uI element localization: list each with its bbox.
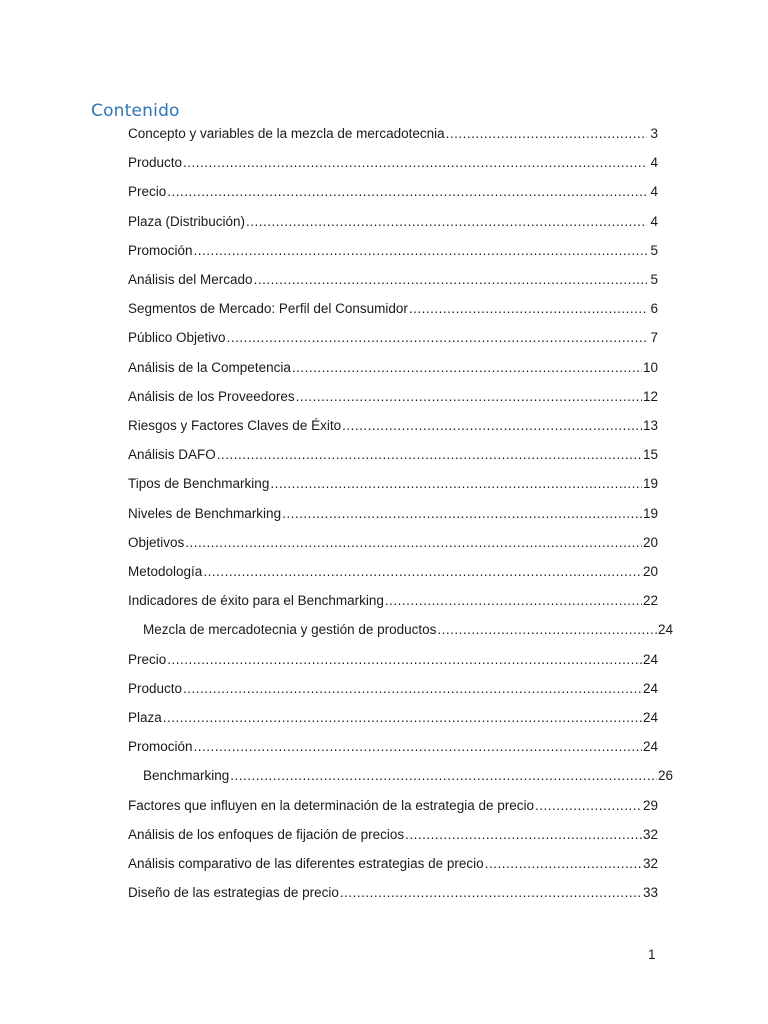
toc-entry[interactable] (128, 154, 658, 172)
toc-dot-leader (282, 505, 642, 523)
toc-entry[interactable] (143, 767, 673, 785)
toc-dot-leader (405, 826, 642, 844)
toc-dot-leader (227, 329, 647, 347)
toc-entry-page: 20 (642, 564, 658, 579)
toc-entry-title: Metodología (128, 564, 203, 579)
toc-entry[interactable] (128, 884, 658, 902)
toc-dot-leader (167, 183, 647, 201)
toc-entry-page: 29 (642, 798, 658, 813)
toc-entry[interactable] (128, 417, 658, 435)
toc-entry[interactable] (128, 709, 658, 727)
toc-dot-leader (385, 592, 642, 610)
toc-dot-leader (217, 446, 642, 464)
toc-entry[interactable] (143, 621, 673, 639)
toc-entry-title: Promoción (128, 739, 193, 754)
toc-entry-title: Producto (128, 155, 183, 170)
toc-entry-page: 15 (642, 447, 658, 462)
toc-entry-title: Factores que influyen en la determinación de la estrategia de precio (128, 798, 534, 813)
toc-entry-page: 12 (642, 389, 658, 404)
toc-entry-title: Diseño de las estrategias de precio (128, 885, 339, 900)
toc-entry[interactable] (128, 359, 658, 377)
toc-entry-title: Análisis de los Proveedores (128, 389, 295, 404)
toc-entry-page: 24 (657, 622, 673, 637)
toc-entry[interactable] (128, 125, 658, 143)
toc-entry-title: Promoción (128, 243, 193, 258)
toc-dot-leader (437, 621, 657, 639)
toc-dot-leader (270, 475, 642, 493)
toc-entry[interactable] (128, 300, 658, 318)
toc-dot-leader (203, 563, 642, 581)
toc-entry-title: Producto (128, 681, 183, 696)
page-number: 1 (648, 947, 656, 962)
toc-dot-leader (342, 417, 642, 435)
toc-dot-leader (446, 125, 647, 143)
toc-entry[interactable] (128, 213, 658, 231)
toc-entry[interactable] (128, 680, 658, 698)
toc-dot-leader (409, 300, 647, 318)
toc-entry-title: Tipos de Benchmarking (128, 476, 270, 491)
toc-entry-title: Plaza (Distribución) (128, 214, 246, 229)
toc-entry-page: 32 (642, 856, 658, 871)
toc-entry-page: 5 (650, 243, 658, 258)
toc-entry-title: Objetivos (128, 535, 185, 550)
toc-entry-page: 4 (650, 214, 658, 229)
toc-entry[interactable] (128, 475, 658, 493)
toc-dot-leader (183, 680, 642, 698)
toc-entry-title: Niveles de Benchmarking (128, 506, 282, 521)
toc-entry[interactable] (128, 183, 658, 201)
toc-dot-leader (194, 738, 642, 756)
toc-entry[interactable] (128, 271, 658, 289)
toc-entry-page: 24 (642, 681, 658, 696)
toc-entry-title: Análisis del Mercado (128, 272, 253, 287)
toc-dot-leader (292, 359, 642, 377)
toc-dot-leader (246, 213, 647, 231)
toc-entry[interactable] (128, 592, 658, 610)
toc-entry[interactable] (128, 855, 658, 873)
toc-dot-leader (485, 855, 642, 873)
toc-entry[interactable] (128, 329, 658, 347)
toc-entry-title: Plaza (128, 710, 162, 725)
toc-entry-title: Precio (128, 652, 167, 667)
toc-entry-page: 3 (650, 126, 658, 141)
toc-entry-title: Concepto y variables de la mezcla de mercadotecnia (128, 126, 445, 141)
toc-entry[interactable] (128, 242, 658, 260)
toc-entry-page: 19 (642, 476, 658, 491)
toc-entry-page: 20 (642, 535, 658, 550)
toc-entry[interactable] (128, 388, 658, 406)
toc-dot-leader (340, 884, 642, 902)
toc-dot-leader (535, 797, 642, 815)
toc-entry-title: Indicadores de éxito para el Benchmarking (128, 593, 384, 608)
toc-entry-page: 7 (650, 330, 658, 345)
toc-entry-title: Benchmarking (143, 768, 230, 783)
toc-entry-title: Análisis comparativo de las diferentes estrategias de precio (128, 856, 484, 871)
toc-entry-title: Análisis de la Competencia (128, 360, 291, 375)
toc-entry-title: Análisis DAFO (128, 447, 216, 462)
toc-entry-page: 26 (657, 768, 673, 783)
toc-entry-page: 24 (642, 652, 658, 667)
toc-entry[interactable] (128, 563, 658, 581)
toc-entry-title: Riesgos y Factores Claves de Éxito (128, 418, 342, 433)
toc-entry[interactable] (128, 651, 658, 669)
toc-dot-leader (185, 534, 642, 552)
toc-entry-title: Mezcla de mercadotecnia y gestión de productos (143, 622, 437, 637)
toc-entry-page: 4 (650, 184, 658, 199)
toc-heading: Contenido (91, 101, 180, 121)
toc-entry[interactable] (128, 446, 658, 464)
toc-entry-page: 6 (650, 301, 658, 316)
toc-entry-page: 24 (642, 710, 658, 725)
toc-entry-title: Análisis de los enfoques de fijación de precios (128, 827, 405, 842)
toc-entry-title: Precio (128, 184, 167, 199)
toc-entry-page: 13 (642, 418, 658, 433)
toc-dot-leader (163, 709, 642, 727)
toc-dot-leader (296, 388, 642, 406)
toc-entry[interactable] (128, 505, 658, 523)
toc-dot-leader (167, 651, 642, 669)
toc-dot-leader (183, 154, 647, 172)
toc-entry[interactable] (128, 826, 658, 844)
toc-entry-page: 32 (642, 827, 658, 842)
toc-entry-title: Público Objetivo (128, 330, 226, 345)
toc-entry-page: 4 (650, 155, 658, 170)
toc-entry-title: Segmentos de Mercado: Perfil del Consumidor (128, 301, 408, 316)
toc-entry[interactable] (128, 534, 658, 552)
toc-entry-page: 10 (642, 360, 658, 375)
toc-entry-page: 19 (642, 506, 658, 521)
toc-dot-leader (254, 271, 647, 289)
toc-dot-leader (230, 767, 657, 785)
toc-entry-page: 33 (642, 885, 658, 900)
toc-entry-page: 24 (642, 739, 658, 754)
toc-entry-page: 5 (650, 272, 658, 287)
toc-entry[interactable] (128, 797, 658, 815)
toc-entry[interactable] (128, 738, 658, 756)
toc-entry-page: 22 (642, 593, 658, 608)
toc-dot-leader (194, 242, 647, 260)
